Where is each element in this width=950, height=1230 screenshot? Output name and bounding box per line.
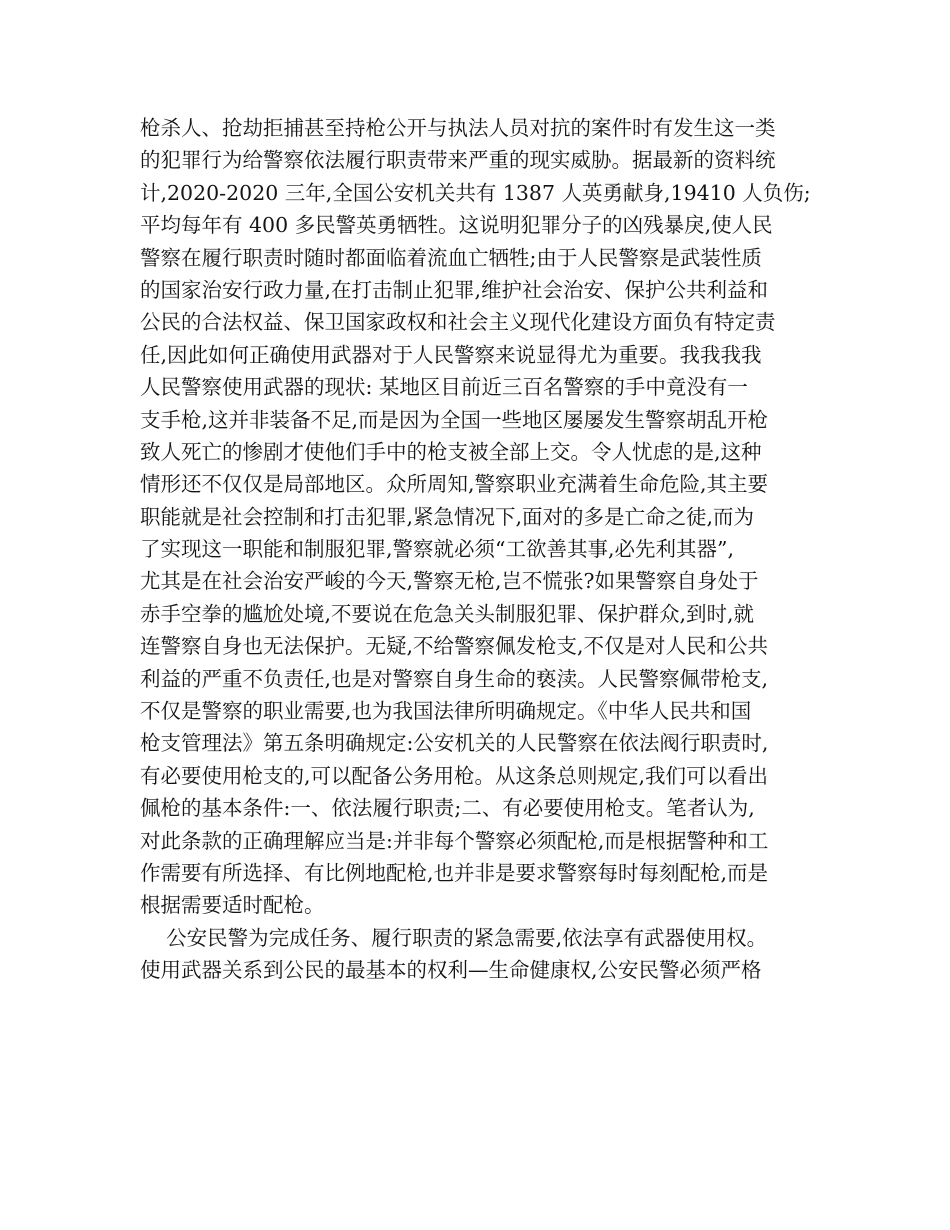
text-line: 的国家治安行政力量,在打击制止犯罪,维护社会治安、保护公共利益和 xyxy=(140,277,769,302)
text-line: 枪杀人、抢劫拒捕甚至持枪公开与执法人员对抗的案件时有发生这一类 xyxy=(140,116,776,140)
text-line: 了实现这一职能和制服犯罪,警察就必须“工欲善其事,必先利其器”, xyxy=(140,537,735,562)
text-line: 连警察自身也无法保护。无疑,不给警察佩发枪支,不仅是对人民和公共 xyxy=(140,634,769,659)
text-line: 不仅是警察的职业需要,也为我国法律所明确规定。《中华人民共和国 xyxy=(140,699,752,724)
text-line: 公民的合法权益、保卫国家政权和社会主义现代化建设方面负有特定责 xyxy=(140,310,776,335)
text-line: 公安民警为完成任务、履行职责的紧急需要,依法享有武器使用权。 xyxy=(140,925,768,950)
text-line: 尤其是在社会治安严峻的今天,警察无枪,岂不慌张?如果警察自身处于 xyxy=(140,569,759,594)
text-line: 平均每年有 400 多民警英勇牺牲。这说明犯罪分子的凶残暴戾,使人民 xyxy=(140,213,773,238)
text-line: 对此条款的正确理解应当是:并非每个警察必须配枪,而是根据警种和工 xyxy=(140,828,769,853)
text-line: 有必要使用枪支的,可以配备公务用枪。从这条总则规定,我们可以看出 xyxy=(140,763,769,788)
text-line: 作需要有所选择、有比例地配枪,也并非是要求警察每时每刻配枪,而是 xyxy=(140,860,769,885)
text-line: 的犯罪行为给警察依法履行职责带来严重的现实威胁。据最新的资料统 xyxy=(140,148,776,173)
text-line: 计,2020-2020 三年,全国公安机关共有 1387 人英勇献身,19410 人负伤; xyxy=(140,180,811,205)
text-line: 利益的严重不负责任,也是对警察自身生命的亵渎。人民警察佩带枪支, xyxy=(140,666,769,691)
text-line: 任,因此如何正确使用武器对于人民警察来说显得尤为重要。我我我我 xyxy=(140,342,762,367)
text-line: 人民警察使用武器的现状: 某地区目前近三百名警察的手中竟没有一 xyxy=(140,375,748,400)
text-line: 职能就是社会控制和打击犯罪,紧急情况下,面对的多是亡命之徒,而为 xyxy=(140,504,755,529)
text-line: 警察在履行职责时随时都面临着流血亡牺牲;由于人民警察是武装性质 xyxy=(140,245,762,270)
text-line: 致人死亡的惨剧才使他们手中的枪支被全部上交。令人忧虑的是,这种 xyxy=(140,439,762,464)
text-line: 情形还不仅仅是局部地区。众所周知,警察职业充满着生命危险,其主要 xyxy=(140,472,769,497)
text-line: 佩枪的基本条件:一、依法履行职责;二、有必要使用枪支。笔者认为, xyxy=(140,796,755,821)
text-line: 赤手空拳的尴尬处境,不要说在危急关头制服犯罪、保护群众,到时,就 xyxy=(140,601,755,626)
body-text xyxy=(140,112,820,987)
text-line: 使用武器关系到公民的最基本的权利—生命健康权,公安民警必须严格 xyxy=(140,958,762,983)
text-line: 根据需要适时配枪。 xyxy=(140,893,325,918)
text-line: 枪支管理法》第五条明确规定:公安机关的人民警察在依法阀行职责时, xyxy=(140,731,769,756)
text-line: 支手枪,这并非装备不足,而是因为全国一些地区屡屡发生警察胡乱开枪 xyxy=(140,407,769,432)
